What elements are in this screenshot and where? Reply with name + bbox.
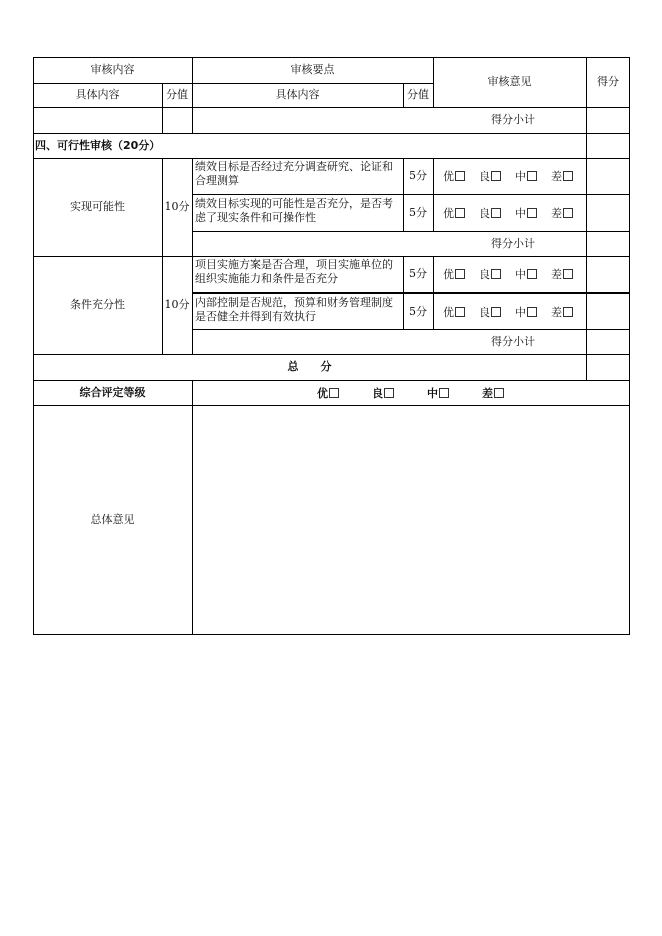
- option-excellent[interactable]: 优: [443, 205, 479, 221]
- checkbox-icon[interactable]: [329, 388, 339, 398]
- checkbox-icon[interactable]: [491, 171, 501, 181]
- rating-options: [443, 158, 587, 194]
- option-excellent[interactable]: 优: [443, 266, 479, 282]
- group-name: 实现可能性: [70, 200, 125, 213]
- checkbox-icon[interactable]: [527, 171, 537, 181]
- option-poor[interactable]: 差: [551, 304, 587, 320]
- checkbox-icon[interactable]: [563, 269, 573, 279]
- criterion-text: 项目实施方案是否合理，项目实施单位的组织实施能力和条件是否充分: [195, 258, 393, 285]
- header-specific-content: 具体内容: [75, 88, 120, 101]
- checkbox-icon[interactable]: [491, 269, 501, 279]
- review-table: [33, 57, 630, 635]
- checkbox-icon[interactable]: [563, 171, 573, 181]
- option-fair[interactable]: 中: [515, 266, 551, 282]
- criterion-text: 绩效目标实现的可能性是否充分，是否考虑了现实条件和可操作性: [195, 197, 393, 224]
- subtotal-label: 得分小计: [491, 236, 535, 250]
- checkbox-icon[interactable]: [527, 307, 537, 317]
- option-fair[interactable]: 中: [515, 168, 551, 184]
- subtotal-label: 得分小计: [491, 113, 535, 126]
- header-score-value-2: 分值: [407, 88, 429, 101]
- option-poor[interactable]: 差: [551, 168, 587, 184]
- option-good[interactable]: 良: [479, 266, 515, 282]
- rating-options: [443, 256, 587, 292]
- section-title: 四、可行性审核（20分）: [35, 138, 161, 152]
- checkbox-icon[interactable]: [563, 208, 573, 218]
- group-value: 10分: [164, 298, 190, 311]
- option-poor[interactable]: 差: [551, 266, 587, 282]
- checkbox-icon[interactable]: [455, 307, 465, 317]
- overall-option-excellent[interactable]: 优: [317, 385, 372, 401]
- checkbox-icon[interactable]: [455, 208, 465, 218]
- criterion-score: 5分: [409, 169, 427, 182]
- option-fair[interactable]: 中: [515, 304, 551, 320]
- option-good[interactable]: 良: [479, 304, 515, 320]
- option-good[interactable]: 良: [479, 168, 515, 184]
- overall-rating-label: 综合评定等级: [79, 385, 146, 399]
- overall-option-poor[interactable]: 差: [482, 385, 522, 401]
- criterion-text: 绩效目标是否经过充分调查研究、论证和合理测算: [195, 160, 393, 187]
- grid-line: [629, 57, 630, 635]
- group-name: 条件充分性: [70, 298, 125, 311]
- checkbox-icon[interactable]: [527, 269, 537, 279]
- overall-rating-options: [317, 380, 522, 405]
- header-score-value: 分值: [166, 88, 188, 101]
- header-specific-content-2: 具体内容: [275, 88, 320, 101]
- overall-opinion-label: 总体意见: [90, 512, 135, 526]
- checkbox-icon[interactable]: [455, 269, 465, 279]
- criterion-score: 5分: [409, 267, 427, 280]
- group-value: 10分: [164, 200, 190, 213]
- criterion-text: 内部控制是否规范，预算和财务管理制度是否健全并得到有效执行: [195, 296, 393, 323]
- option-poor[interactable]: 差: [551, 205, 587, 221]
- rating-options: [443, 294, 587, 329]
- checkbox-icon[interactable]: [491, 208, 501, 218]
- overall-opinion-field[interactable]: [193, 406, 629, 634]
- checkbox-icon[interactable]: [455, 171, 465, 181]
- criterion-score: 5分: [409, 304, 427, 318]
- option-fair[interactable]: 中: [515, 205, 551, 221]
- checkbox-icon[interactable]: [491, 307, 501, 317]
- option-good[interactable]: 良: [479, 205, 515, 221]
- overall-option-fair[interactable]: 中: [427, 385, 482, 401]
- checkbox-icon[interactable]: [384, 388, 394, 398]
- header-review-points: 审核要点: [290, 63, 335, 76]
- criterion-score: 5分: [409, 205, 427, 219]
- checkbox-icon[interactable]: [527, 208, 537, 218]
- checkbox-icon[interactable]: [563, 307, 573, 317]
- option-excellent[interactable]: 优: [443, 168, 479, 184]
- overall-option-good[interactable]: 良: [372, 385, 427, 401]
- checkbox-icon[interactable]: [439, 388, 449, 398]
- grid-line: [33, 634, 630, 635]
- header-review-content: 审核内容: [90, 63, 135, 76]
- option-excellent[interactable]: 优: [443, 304, 479, 320]
- rating-options: [443, 194, 587, 231]
- header-review-opinion: 审核意见: [487, 75, 532, 88]
- header-score: 得分: [597, 75, 619, 88]
- subtotal-label: 得分小计: [491, 334, 535, 348]
- checkbox-icon[interactable]: [494, 388, 504, 398]
- total-label: 总 分: [287, 360, 332, 373]
